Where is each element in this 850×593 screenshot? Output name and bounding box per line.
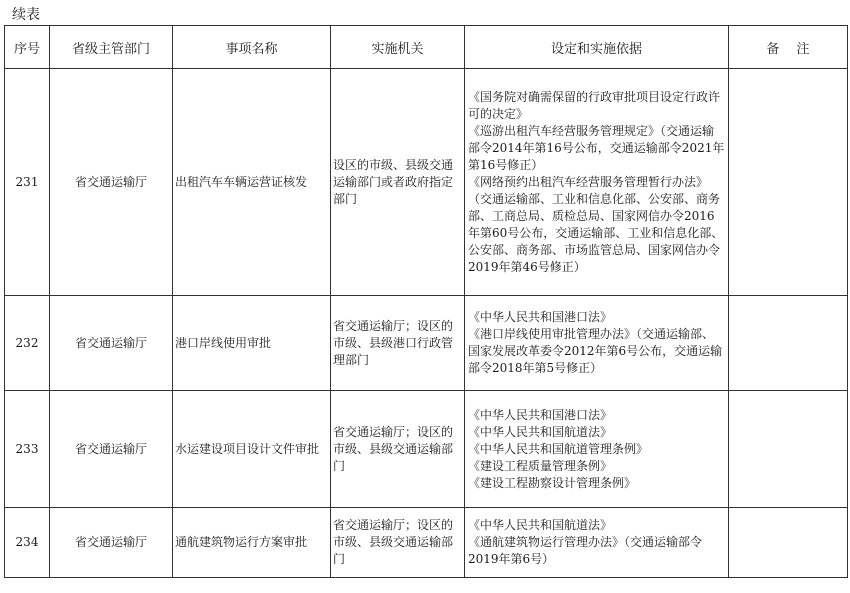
cell-agency: 省交通运输厅；设区的市级、县级交通运输部门: [331, 391, 465, 508]
header-note: 备 注: [729, 26, 848, 69]
cell-note: [729, 296, 848, 391]
basis-line: 《港口岸线使用审批管理办法》（交通运输部、国家发展改革委令2012年第6号公布，交通运输部令2018年第5号修正）: [468, 327, 723, 375]
cell-dept: 省交通运输厅: [50, 391, 173, 508]
header-agency: 实施机关: [331, 26, 465, 69]
cell-seq: 232: [5, 296, 50, 391]
table-row: [5, 69, 848, 296]
cell-basis: [465, 69, 729, 296]
table-row: [5, 391, 848, 508]
cell-dept: 省交通运输厅: [50, 69, 173, 296]
cell-agency: 省交通运输厅；设区的市级、县级交通运输部门: [331, 508, 465, 578]
basis-line: 《巡游出租汽车经营服务管理规定》（交通运输部令2014年第16号公布，交通运输部令2021年第16号修正）: [468, 123, 725, 172]
basis-line: 《中华人民共和国航道管理条例》: [468, 441, 649, 456]
cell-note: [729, 391, 848, 508]
cell-dept: 省交通运输厅: [50, 508, 173, 578]
cell-agency: 设区的市级、县级交通运输部门或者政府指定部门: [331, 69, 465, 296]
approval-items-table: [4, 25, 848, 578]
cell-seq: 234: [5, 508, 50, 578]
cell-item: 出租汽车车辆运营证核发: [173, 69, 331, 296]
basis-line: 《建设工程勘察设计管理条例》: [468, 475, 637, 490]
header-row: [5, 26, 848, 69]
cell-basis: [465, 391, 729, 508]
basis-line: 《网络预约出租汽车经营服务管理暂行办法》（交通运输部、工业和信息化部、公安部、商务部、工商总局、质检总局、国家网信办令2016年第60号公布，交通运输部、工业和信息化部、公安部、商务部、市场监管总局、国家网信办令2019年第46号修正）: [468, 174, 724, 274]
basis-line: 《建设工程质量管理条例》: [468, 458, 613, 473]
header-dept: 省级主管部门: [50, 26, 173, 69]
table-row: [5, 296, 848, 391]
cell-item: 水运建设项目设计文件审批: [173, 391, 331, 508]
cell-item: 港口岸线使用审批: [173, 296, 331, 391]
basis-line: 《通航建筑物运行管理办法》（交通运输部令2019年第6号）: [468, 535, 703, 566]
cell-basis: [465, 296, 729, 391]
table-row: [5, 508, 848, 578]
cell-seq: 233: [5, 391, 50, 508]
basis-line: 《中华人民共和国航道法》: [468, 518, 613, 532]
basis-line: 《中华人民共和国港口法》: [468, 310, 613, 324]
basis-line: 《中华人民共和国港口法》: [468, 407, 613, 422]
cell-dept: 省交通运输厅: [50, 296, 173, 391]
basis-line: 《中华人民共和国航道法》: [468, 424, 613, 439]
cell-note: [729, 508, 848, 578]
basis-line: 《国务院对确需保留的行政审批项目设定行政许可的决定》: [468, 89, 721, 121]
cell-note: [729, 69, 848, 296]
cell-seq: 231: [5, 69, 50, 296]
header-seq: 序号: [5, 26, 50, 69]
header-item: 事项名称: [173, 26, 331, 69]
cell-basis: [465, 508, 729, 578]
cell-agency: 省交通运输厅；设区的市级、县级港口行政管理部门: [331, 296, 465, 391]
cell-item: 通航建筑物运行方案审批: [173, 508, 331, 578]
header-basis: 设定和实施依据: [465, 26, 729, 69]
table-caption: 续表: [12, 7, 40, 23]
